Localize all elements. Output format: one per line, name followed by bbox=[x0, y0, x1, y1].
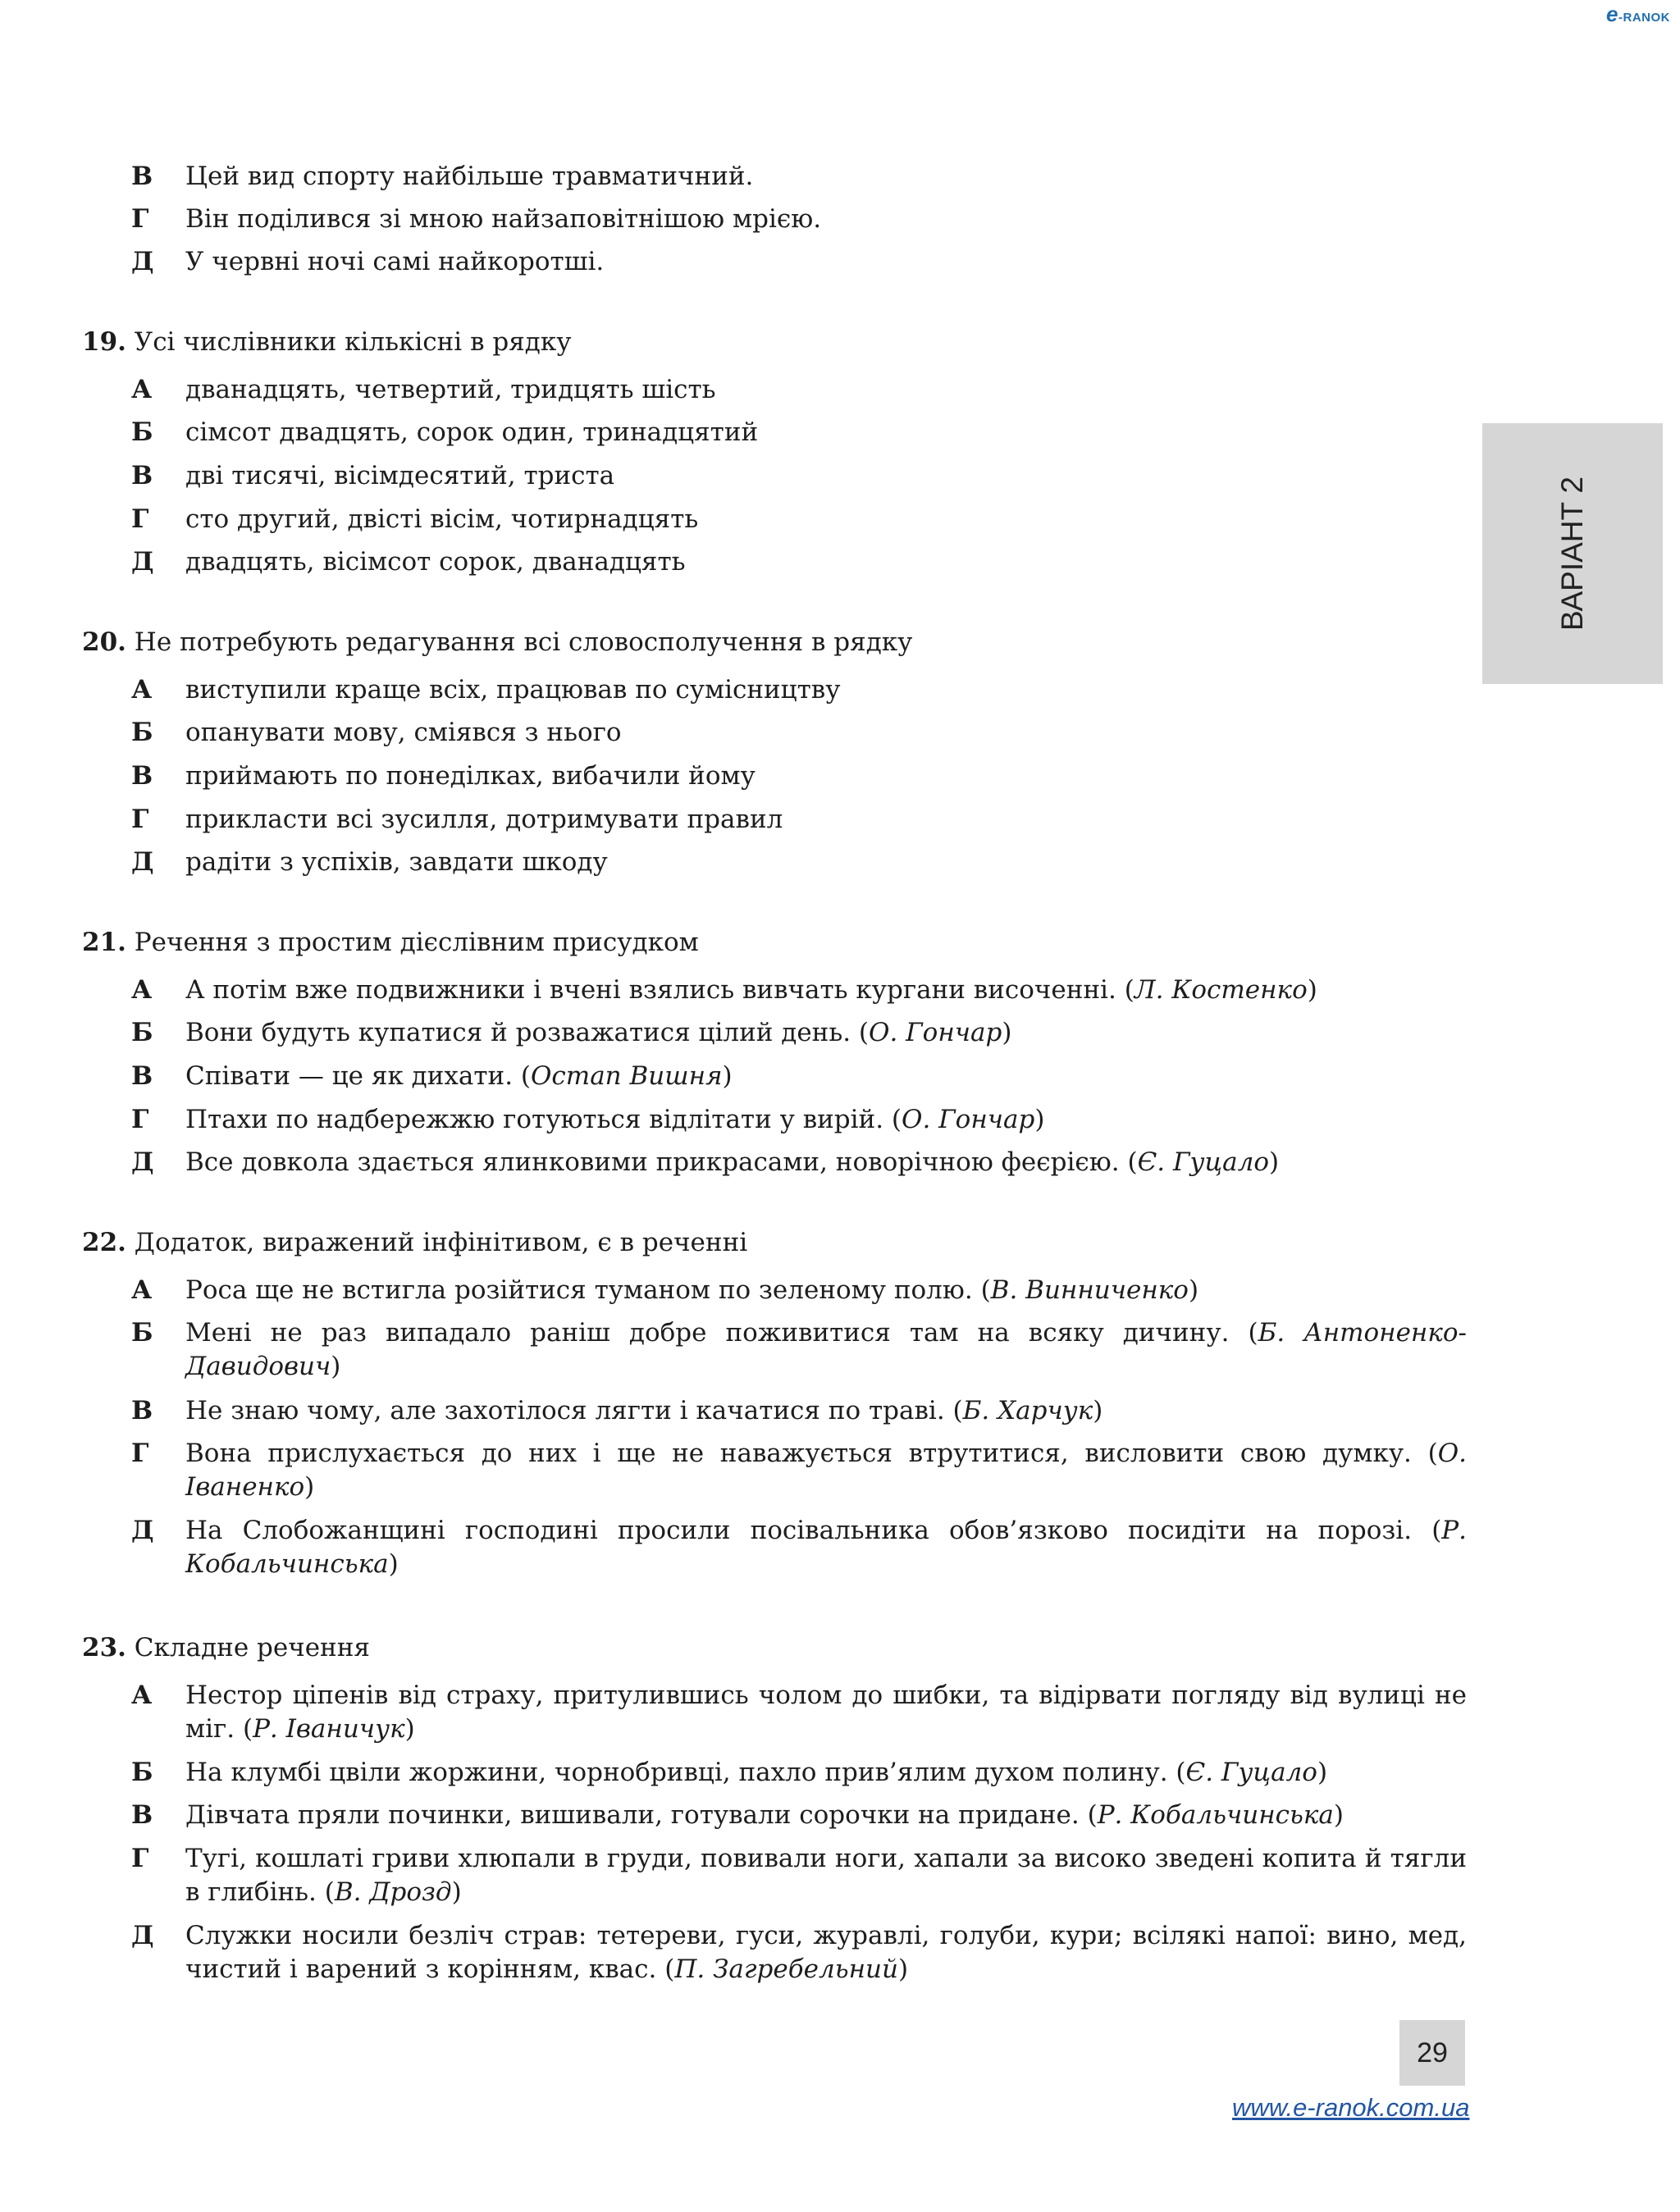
option-row bbox=[131, 203, 1467, 236]
option-author: В. Дрозд bbox=[334, 1877, 452, 1907]
option-author: Р. Кобальчинська bbox=[185, 1516, 1468, 1579]
option-letter: Г bbox=[131, 805, 149, 834]
option-letter: Б bbox=[131, 1758, 153, 1787]
question-text: Додаток, виражений інфінітивом, є в реченні bbox=[134, 1228, 748, 1257]
option-row bbox=[131, 160, 1467, 194]
option-letter: А bbox=[131, 1681, 153, 1710]
question-number: 20. bbox=[82, 627, 126, 657]
option-row: Д Все довкола здається ялинковими прикрасами, новорічною феєрією. (Є. Гуцало) bbox=[131, 1146, 1467, 1179]
option-row bbox=[131, 846, 1467, 879]
question-text: Не потребують редагування всі словосполучення в рядку bbox=[134, 627, 913, 657]
option-row bbox=[131, 373, 1467, 407]
option-author: Л. Костенко bbox=[1134, 975, 1308, 1005]
option-author: Є. Гуцало bbox=[1137, 1147, 1270, 1177]
option-text: Він поділився зі мною найзаповітнішою мрією. bbox=[185, 204, 822, 234]
option-row bbox=[131, 759, 1467, 793]
option-letter: В bbox=[131, 1396, 153, 1425]
option-text: сто другий, двісті вісім, чотирнадцять bbox=[185, 504, 699, 534]
option-text: Вони будуть купатися й розважатися цілий день. bbox=[185, 1018, 851, 1047]
option-text: Дівчата пряли починки, вишивали, готували сорочки на придане. bbox=[185, 1800, 1080, 1830]
option-text: радіти з успіхів, завдати шкоду bbox=[185, 847, 608, 877]
option-text: Співати — це як дихати. bbox=[185, 1061, 514, 1091]
option-text: Не знаю чому, але захотілося лягти і качатися по траві. bbox=[185, 1396, 945, 1425]
option-letter: Д bbox=[131, 247, 154, 276]
option-author: Р. Кобальчинська bbox=[1097, 1800, 1334, 1830]
option-letter: В bbox=[131, 461, 153, 490]
option-text: виступили краще всіх, працював по сумісництву bbox=[185, 675, 841, 705]
option-row: Б Вони будуть купатися й розважатися цілий день. (О. Гончар) bbox=[131, 1016, 1467, 1050]
option-row bbox=[131, 673, 1467, 707]
option-letter: Г bbox=[131, 204, 149, 234]
option-author: Б. Антоненко-Давидович bbox=[185, 1318, 1468, 1381]
option-author: Є. Гуцало bbox=[1185, 1758, 1317, 1787]
option-letter: Д bbox=[131, 1921, 154, 1950]
option-row: Б Мені не раз випадало раніш добре поживитися там на всяку дичину. (Б. Антоненко-Давидович) bbox=[131, 1318, 1468, 1381]
site-link[interactable]: www.e-ranok.com.ua bbox=[1232, 2093, 1470, 2122]
option-letter: Б bbox=[131, 1318, 153, 1348]
variant-label: ВАРІАНТ 2 bbox=[1555, 477, 1589, 631]
option-letter: Г bbox=[131, 504, 149, 534]
question-number: 22. bbox=[82, 1228, 126, 1257]
option-letter: А bbox=[131, 375, 153, 404]
option-row bbox=[131, 545, 1467, 579]
option-text: дванадцять, четвертий, тридцять шість bbox=[185, 375, 716, 404]
publisher-logo: e-RANOK bbox=[1606, 2, 1670, 26]
option-text: Птахи по надбережжю готуються відлітати у вирій. bbox=[185, 1105, 884, 1134]
option-text: А потім вже подвижники і вчені взялись вивчать кургани височенні. bbox=[185, 975, 1116, 1005]
question-21 bbox=[82, 926, 1468, 960]
option-row: В Не знаю чому, але захотілося лягти і качатися по траві. (Б. Харчук) bbox=[131, 1394, 1467, 1428]
option-letter: В bbox=[131, 761, 153, 791]
option-text: приймають по понеділках, вибачили йому bbox=[185, 761, 756, 791]
option-author: П. Загребельний bbox=[674, 1954, 898, 1984]
option-text: двадцять, вісімсот сорок, дванадцять bbox=[185, 547, 686, 577]
option-text: На клумбі цвіли жоржини, чорнобривці, пахло прив’ялим духом полину. bbox=[185, 1758, 1168, 1787]
option-letter: Г bbox=[131, 1844, 149, 1873]
option-text: дві тисячі, вісімдесятий, триста bbox=[185, 461, 615, 490]
question-text: Усі числівники кількісні в рядку bbox=[134, 327, 572, 357]
variant-side-tab bbox=[1482, 423, 1663, 684]
question-text: Складне речення bbox=[134, 1633, 370, 1662]
option-letter: Б bbox=[131, 1018, 153, 1047]
option-row bbox=[131, 459, 1467, 493]
option-row: В Дівчата пряли починки, вишивали, готували сорочки на придане. (Р. Кобальчинська) bbox=[131, 1799, 1467, 1832]
option-text: У червні ночі самі найкоротші. bbox=[185, 247, 605, 276]
option-letter: Д bbox=[131, 1147, 154, 1177]
option-row: Д Служки носили безліч страв: тетереви, гуси, журавлі, голуби, кури; всілякі напої: вино, мед, чистий і варений з корінням, квас. (П. Загребельний) bbox=[131, 1921, 1467, 1984]
option-row: А Роса ще не встигла розійтися туманом по зеленому полю. (В. Винниченко) bbox=[131, 1274, 1467, 1307]
option-row: Г Тугі, кошлаті гриви хлюпали в груди, повивали ноги, хапали за високо зведені копита й тягли в глибінь. (В. Дрозд) bbox=[131, 1844, 1467, 1907]
option-letter: Б bbox=[131, 718, 153, 747]
question-23 bbox=[82, 1631, 1468, 1665]
option-letter: В bbox=[131, 162, 153, 191]
option-text: прикласти всі зусилля, дотримувати правил bbox=[185, 805, 783, 834]
option-row: В Співати — це як дихати. (Остап Вишня) bbox=[131, 1060, 1467, 1093]
question-22 bbox=[82, 1226, 1468, 1260]
option-row bbox=[131, 803, 1467, 837]
option-author: В. Винниченко bbox=[990, 1275, 1189, 1305]
option-row: А А потім вже подвижники і вчені взялись вивчать кургани височенні. (Л. Костенко) bbox=[131, 974, 1467, 1007]
option-text: Цей вид спорту найбільше травматичний. bbox=[185, 162, 754, 191]
option-letter: В bbox=[131, 1800, 153, 1830]
option-author: Р. Іваничук bbox=[253, 1714, 405, 1744]
option-author: О. Гончар bbox=[869, 1018, 1002, 1047]
option-text: сімсот двадцять, сорок один, тринадцятий bbox=[185, 417, 759, 447]
option-row: Д На Слобожанщині господині просили посівальника обов’язково посидіти на порозі. (Р. Кобальчинська) bbox=[131, 1516, 1468, 1579]
question-text: Речення з простим дієслівним присудком bbox=[134, 928, 699, 957]
question-number: 21. bbox=[82, 928, 126, 957]
option-text: Нестор ціпенів від страху, притулившись чолом до шибки, та відірвати погляду від вулиці не міг. bbox=[185, 1681, 1467, 1744]
option-letter: Д bbox=[131, 547, 154, 577]
option-row: Б На клумбі цвіли жоржини, чорнобривці, пахло прив’ялим духом полину. (Є. Гуцало) bbox=[131, 1756, 1467, 1790]
option-row bbox=[131, 416, 1467, 449]
option-author: Б. Харчук bbox=[962, 1396, 1093, 1425]
option-letter: Д bbox=[131, 847, 154, 877]
option-text: Мені не раз випадало раніш добре поживитися там на всяку дичину. bbox=[185, 1318, 1230, 1348]
option-row: Г Птахи по надбережжю готуються відлітати у вирій. (О. Гончар) bbox=[131, 1103, 1467, 1137]
option-text: На Слобожанщині господині просили посівальника обов’язково посидіти на порозі. bbox=[185, 1516, 1413, 1545]
question-number: 23. bbox=[82, 1633, 126, 1662]
option-text: Тугі, кошлаті гриви хлюпали в груди, повивали ноги, хапали за високо зведені копита й тягли в глибінь. bbox=[185, 1844, 1467, 1907]
option-letter: Г bbox=[131, 1105, 149, 1134]
option-row: А Нестор ціпенів від страху, притулившись чолом до шибки, та відірвати погляду від вулиці не міг. (Р. Іваничук) bbox=[131, 1681, 1467, 1744]
option-text: Вона прислухається до них і ще не наважується втрутитися, висловити свою думку. bbox=[185, 1439, 1412, 1468]
option-text: опанувати мову, сміявся з нього bbox=[185, 718, 622, 747]
option-text: Роса ще не встигла розійтися туманом по зеленому полю. bbox=[185, 1275, 973, 1305]
option-letter: А bbox=[131, 675, 153, 705]
option-letter: В bbox=[131, 1061, 153, 1091]
question-20 bbox=[82, 626, 1468, 659]
option-row: Г Вона прислухається до них і ще не наважується втрутитися, висловити свою думку. (О. Іваненко) bbox=[131, 1439, 1467, 1502]
option-letter: А bbox=[131, 975, 153, 1005]
option-letter: А bbox=[131, 1275, 153, 1305]
option-letter: Г bbox=[131, 1439, 149, 1468]
option-row bbox=[131, 716, 1467, 750]
option-letter: Б bbox=[131, 417, 153, 447]
option-row bbox=[131, 245, 1467, 279]
question-number: 19. bbox=[82, 327, 126, 357]
option-letter: Д bbox=[131, 1516, 154, 1545]
option-row bbox=[131, 503, 1467, 536]
question-19 bbox=[82, 326, 1468, 359]
option-author: О. Гончар bbox=[902, 1105, 1035, 1134]
page-number: 29 bbox=[1399, 2020, 1465, 2086]
option-author: О. Іваненко bbox=[185, 1439, 1467, 1502]
option-text: Все довкола здається ялинковими прикрасами, новорічною феєрією. bbox=[185, 1147, 1120, 1177]
option-text: Служки носили безліч страв: тетереви, гуси, журавлі, голуби, кури; всілякі напої: вино, мед, чистий і варений з корінням, квас. bbox=[185, 1921, 1467, 1984]
option-author: Остап Вишня bbox=[531, 1061, 723, 1091]
